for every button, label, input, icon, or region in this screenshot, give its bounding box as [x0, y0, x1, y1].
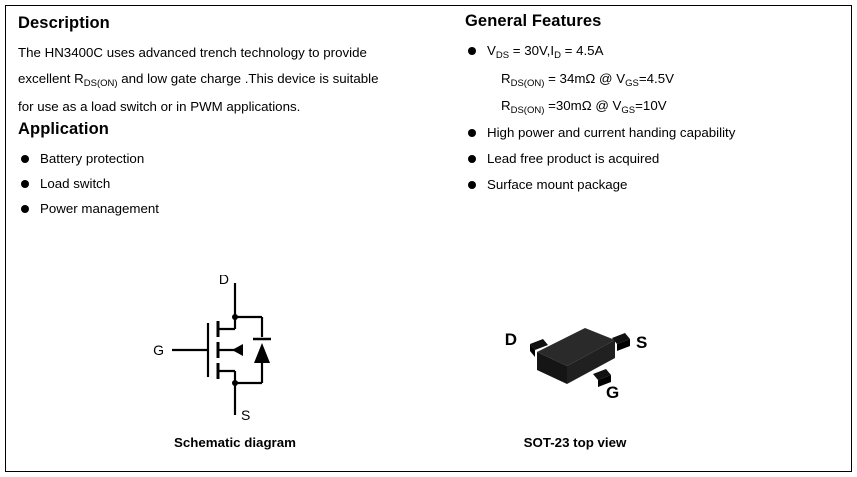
- schematic-label-gate: G: [153, 342, 164, 358]
- application-heading: Application: [18, 120, 109, 138]
- description-line-2-sub: DS(ON): [83, 78, 118, 89]
- description-line-2a: excellent R: [18, 71, 84, 86]
- feature-sub: DS(ON): [510, 78, 545, 89]
- right-column: [465, 12, 840, 198]
- feature-sub: DS(ON): [510, 105, 545, 116]
- list-item: [465, 120, 840, 145]
- feature-seg: V: [487, 43, 496, 58]
- application-list: [18, 146, 448, 221]
- sot23-package-icon: [475, 300, 675, 420]
- feature-rdson-10v: [465, 93, 840, 120]
- application-item-label: Battery protection: [40, 151, 145, 166]
- description-paragraph: [18, 40, 448, 120]
- list-item: [18, 171, 448, 196]
- package-label-g: G: [606, 383, 620, 402]
- feature-sub: D: [554, 50, 561, 61]
- package-figure: [460, 300, 690, 450]
- application-item-label: Load switch: [40, 176, 111, 191]
- bullet-dot-icon: [468, 155, 476, 163]
- feature-seg: = 30V,I: [509, 43, 555, 58]
- feature-seg: = 34mΩ @ V: [544, 71, 626, 86]
- list-item: [465, 146, 840, 171]
- bullet-dot-icon: [21, 205, 29, 213]
- features-list: [465, 38, 840, 65]
- feature-vds-line: [487, 43, 604, 61]
- bullet-dot-icon: [468, 129, 476, 137]
- feature-seg: R: [501, 71, 511, 86]
- schematic-figure: [120, 275, 350, 450]
- description-line-3: for use as a load switch or in PWM applications.: [18, 99, 301, 114]
- feature-label: Surface mount package: [487, 177, 628, 192]
- schematic-label-drain: D: [218, 275, 229, 287]
- schematic-caption: Schematic diagram: [174, 435, 296, 450]
- description-line-2b: and low gate charge .This device is suitable: [117, 71, 379, 86]
- description-heading: Description: [18, 14, 110, 32]
- feature-seg: =30mΩ @ V: [544, 98, 622, 113]
- mosfet-schematic-icon: [150, 275, 320, 425]
- features-list-continued: [465, 120, 840, 197]
- list-item: [465, 38, 840, 65]
- list-item: [18, 196, 448, 221]
- features-heading: General Features: [465, 12, 602, 30]
- bullet-dot-icon: [468, 47, 476, 55]
- package-label-s: S: [636, 333, 648, 352]
- list-item: [465, 172, 840, 197]
- bullet-dot-icon: [468, 181, 476, 189]
- feature-label: Lead free product is acquired: [487, 151, 660, 166]
- package-caption: SOT-23 top view: [523, 435, 627, 450]
- feature-sub: GS: [621, 105, 636, 116]
- feature-sub: DS: [495, 50, 510, 61]
- schematic-label-source: S: [241, 407, 251, 423]
- feature-sub: GS: [625, 78, 639, 89]
- feature-label: High power and current handing capability: [487, 125, 736, 140]
- feature-seg: =4.5V: [638, 71, 674, 86]
- package-label-d: D: [504, 330, 517, 349]
- application-item-label: Power management: [40, 201, 159, 216]
- feature-seg: =10V: [635, 98, 667, 113]
- description-line-1: The HN3400C uses advanced trench technology to provide: [18, 45, 367, 60]
- feature-seg: R: [501, 98, 511, 113]
- feature-seg: = 4.5A: [560, 43, 604, 58]
- left-column: [18, 14, 448, 221]
- bullet-dot-icon: [21, 180, 29, 188]
- feature-rdson-45v: [465, 66, 840, 93]
- list-item: [18, 146, 448, 171]
- bullet-dot-icon: [21, 155, 29, 163]
